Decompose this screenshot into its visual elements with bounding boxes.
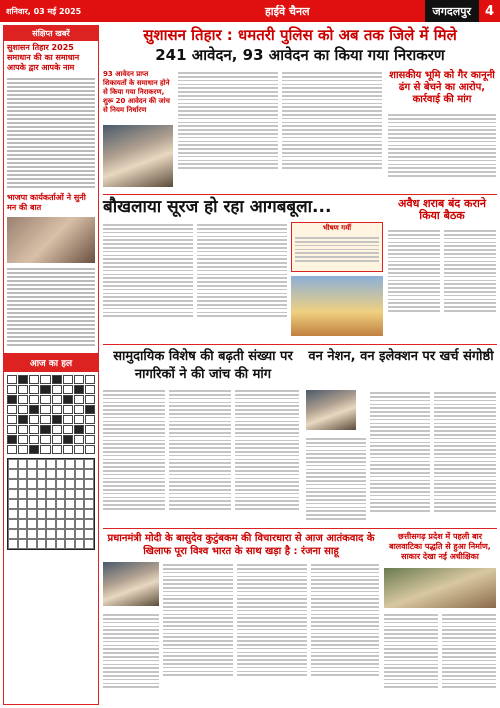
- divider: [103, 194, 497, 195]
- newspaper-name: हाईवे चैनल: [264, 4, 310, 18]
- section-label: संक्षिप्त खबरें: [4, 26, 98, 41]
- divider: [103, 528, 497, 529]
- heat-info-box: [291, 222, 383, 272]
- sudoku-grid: [7, 458, 95, 550]
- lead-body-col1: [178, 70, 278, 171]
- one-nation-body-1: [306, 436, 366, 522]
- school-story-photo: [384, 568, 496, 608]
- divider: [103, 344, 497, 345]
- lead-headline-line2: 241 आवेदन, 93 आवेदन का किया गया निराकरण: [155, 46, 445, 64]
- liquor-story-body-2: [444, 228, 496, 314]
- page-number: 4: [484, 3, 494, 19]
- pm-story-headline: प्रधानमंत्री मोदी के बासुदेव कुटुंबकम की विचारधारा से आज आतंकवाद के खिलाफ पूरा विश्व भारत के साथ खड़ा है : रंजना साहू: [107, 533, 375, 557]
- pm-story-body-4: [311, 562, 379, 678]
- liquor-story-headline: अवैध शराब बंद कराने किया बैठक: [398, 197, 486, 222]
- pm-story-photo: [103, 562, 159, 606]
- community-story-body-3: [235, 388, 299, 512]
- brief-headline-2: भाजपा कार्यकर्ताओं ने सुनी मन की बात: [7, 193, 86, 212]
- pm-story-body-3: [237, 562, 307, 678]
- lead-subheadline: 93 आवेदन प्राप्त शिकायतों के समाधान होने से किया गया निराकरण, शुरू 20 आवेदन की जांच से नियम निर्धारण: [103, 70, 170, 114]
- heat-story-body-2: [197, 222, 287, 319]
- liquor-story-body-1: [388, 228, 440, 314]
- one-nation-body-2: [370, 390, 430, 514]
- lead-photo: [103, 125, 173, 187]
- community-story-body-1: [103, 388, 165, 512]
- lead-story: [103, 25, 497, 65]
- one-nation-story-headline: वन नेशन, वन इलेक्शन पर खर्च संगोष्ठी: [308, 349, 494, 364]
- page-header: [0, 0, 500, 22]
- left-column: [3, 25, 99, 705]
- heat-story-body-1: [103, 222, 193, 319]
- heat-photo: [291, 276, 383, 336]
- community-story-headline: सामुदायिक विशेष की बढ़ती संख्या पर नागरिकों ने की जांच की मांग: [113, 349, 293, 382]
- lead-headline-line1: सुशासन तिहार : धमतरी पुलिस को अब तक जिले में मिले: [143, 26, 457, 44]
- edition-city: जगदलपुर: [425, 0, 479, 22]
- community-story-body-2: [169, 388, 231, 512]
- brief-headline-1: सुशासन तिहार 2025 समाधान की का समाधान आपके द्वार आपके नाम: [7, 43, 80, 72]
- brief-body-2: [4, 265, 98, 349]
- brief-photo: [7, 217, 95, 263]
- heat-box-title: भीषण गर्मी: [322, 224, 352, 232]
- school-story-body-2: [442, 612, 496, 690]
- side-story-headline: शासकीय भूमि को गैर कानूनी ढंग से बेचने का आरोप, कार्रवाई की मांग: [389, 70, 495, 105]
- pm-story-body-2: [163, 562, 233, 678]
- one-nation-photo: [306, 390, 356, 430]
- issue-date: शनिवार, 03 मई 2025: [6, 6, 82, 16]
- one-nation-body-3: [434, 390, 496, 514]
- lead-body-col2: [282, 70, 382, 171]
- puzzle-title: आज का हल: [4, 353, 98, 372]
- pm-story-body-1: [103, 612, 159, 690]
- heat-story-headline: बौखलाया सूरज हो रहा आगबबूला...: [103, 197, 332, 217]
- side-story-body: [388, 112, 496, 179]
- school-story-body-1: [384, 612, 438, 690]
- school-story-headline: छत्तीसगढ़ प्रदेश में पहली बार बालवाटिका पद्धति से हुआ निर्माण, साकार देखा नई अधीक्षिका: [389, 532, 491, 561]
- crossword-grid: [7, 375, 95, 454]
- brief-body-1: [4, 75, 98, 191]
